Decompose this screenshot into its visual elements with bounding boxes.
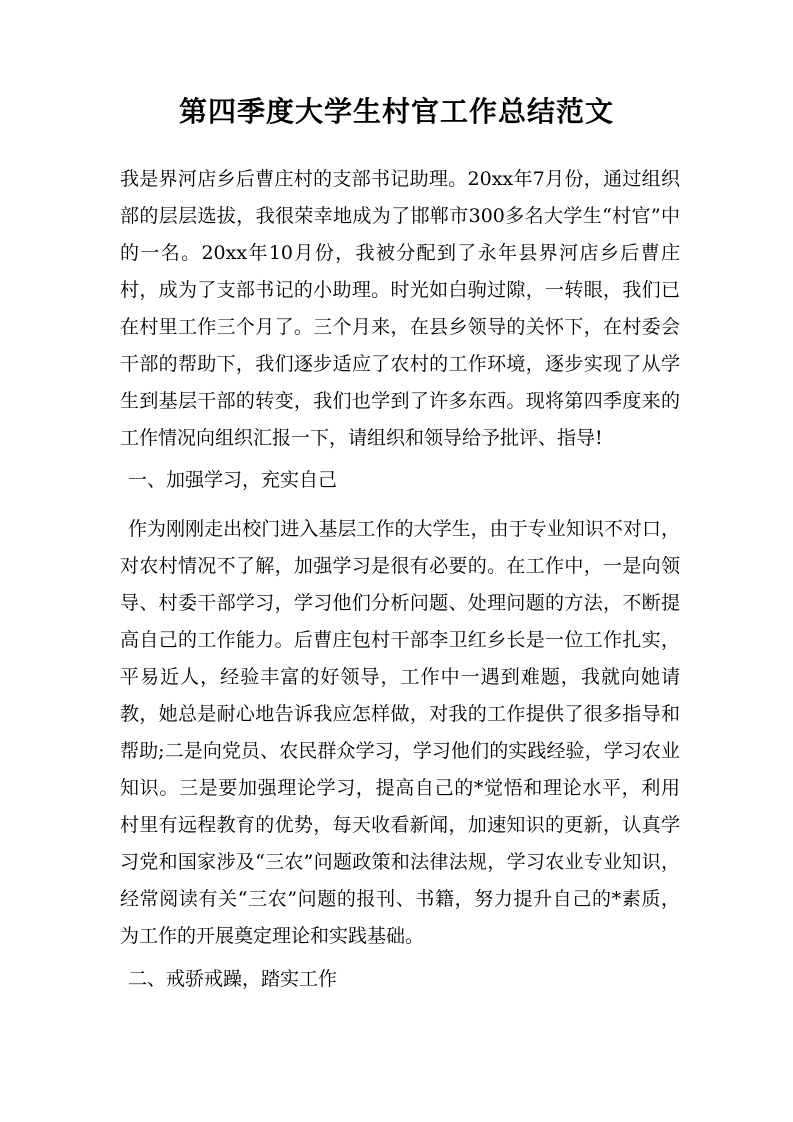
document-title: 第四季度大学生村官工作总结范文 [178,95,614,128]
section-heading-1: 一、加强学习，充实自己 [128,469,338,491]
section-1-paragraph: 作为刚刚走出校门进入基层工作的大学生，由于专业知识不对口，对农村情况不了解，加强学习是很有必要的。在工作中，一是向领导、村委干部学习，学习他们分析问题、处理问题的方法，不断提高自己的工作能力。后曹庄包村干部李卫红乡长是一位工作扎实，平易近人，经验丰富的好领导，工作中一遇到难题，我就向她请教，她总是耐心地告诉我应怎样做，对我的工作提供了很多指导和帮助;二是向党员、农民群众学习，学习他们的实践经验，学习农业知识。三是要加强理论学习，提高自己的*觉悟和理论水平，利用村里有远程教育的优势，每天收看新闻，加速知识的更新，认真学习党和国家涉及“三农”问题政策和法律法规，学习农业专业知识，经常阅读有关“三农”问题的报刊、书籍，努力提升自己的*素质，为工作的开展奠定理论和实践基础。 [120,518,680,947]
section-heading-2: 二、戒骄戒躁，踏实工作 [128,968,338,990]
intro-paragraph: 我是界河店乡后曹庄村的支部书记助理。20xx年7月份，通过组织部的层层选拔，我很荣幸地成为了邯郸市300多名大学生“村官”中的一名。20xx年10月份，我被分配到了永年县界河店乡后曹庄村，成为了支部书记的小助理。时光如白驹过隙，一转眼，我们已在村里工作三个月了。三个月来，在县乡领导的关怀下，在村委会干部的帮助下，我们逐步适应了农村的工作环境，逐步实现了从学生到基层干部的转变，我们也学到了许多东西。现将第四季度来的工作情况向组织汇报一下，请组织和领导给予批评、指导! [120,168,680,449]
